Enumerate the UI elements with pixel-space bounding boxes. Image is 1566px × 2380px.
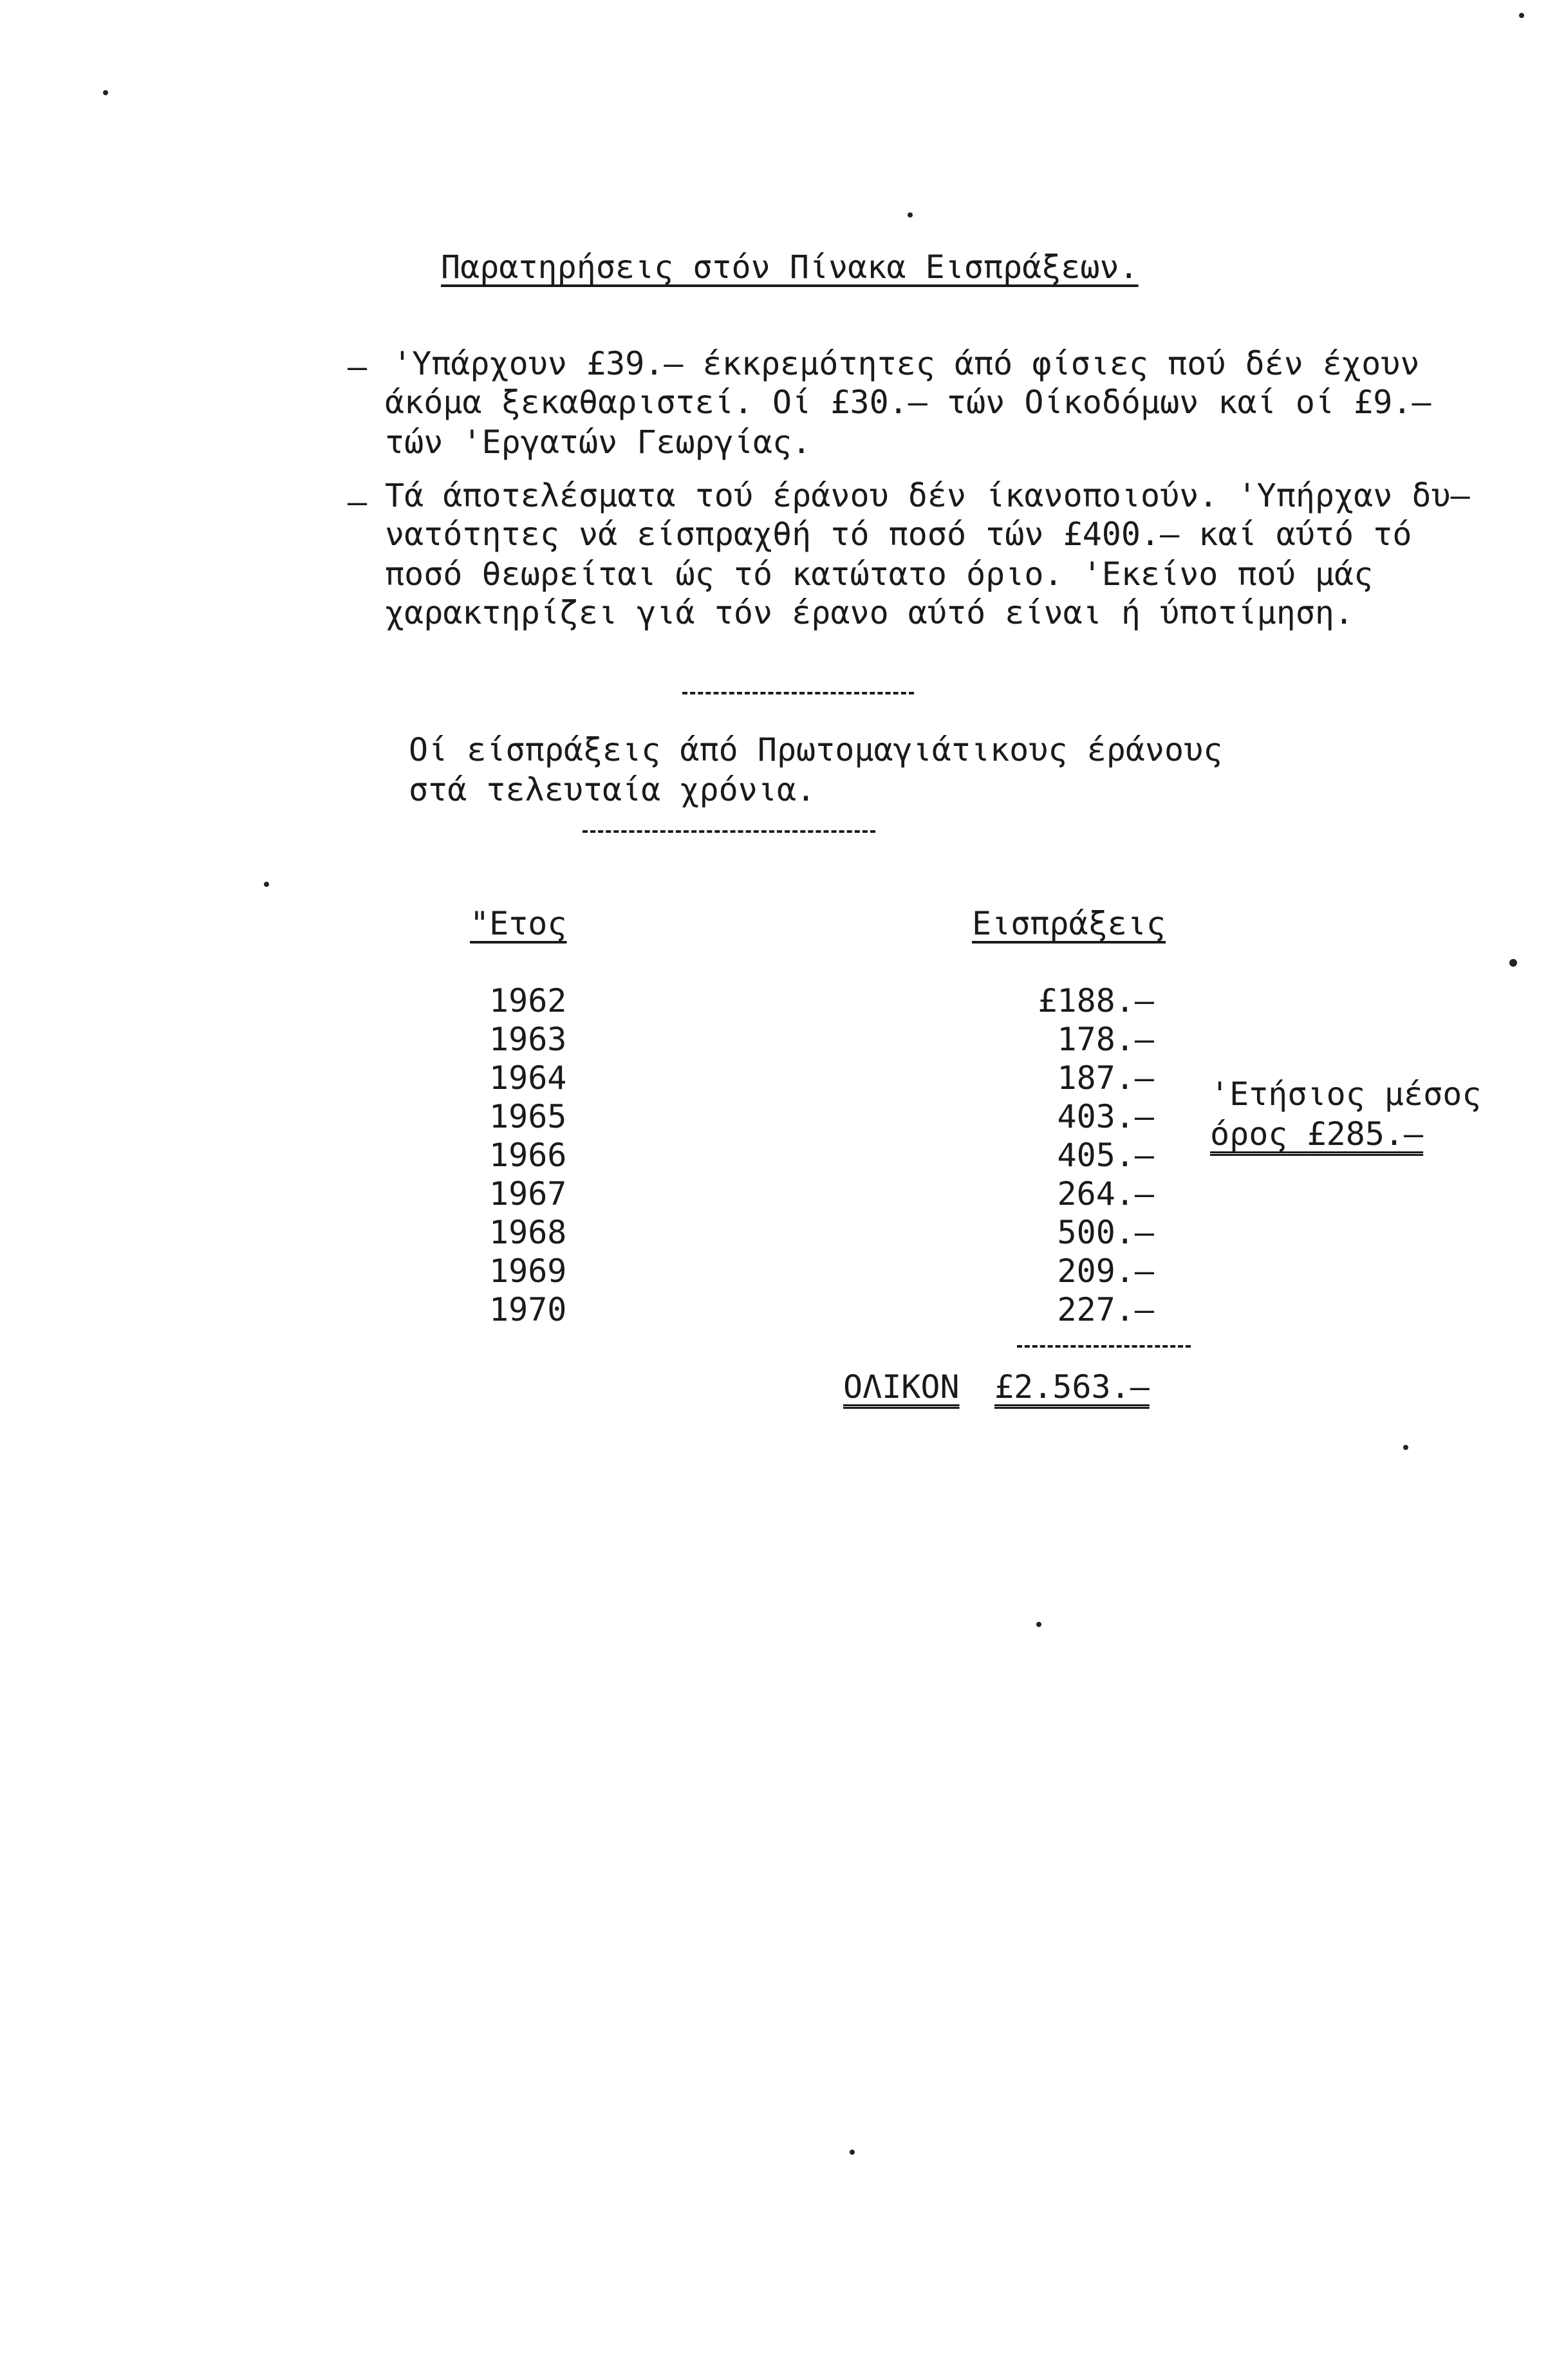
table-row-receipts: £188.– xyxy=(1038,982,1154,1019)
table-row-receipts: 178.– xyxy=(1057,1021,1154,1058)
note-1-line-3: τών 'Εργατών Γεωργίας. xyxy=(385,423,812,461)
scan-speck xyxy=(1519,13,1524,18)
table-row-year: 1967 xyxy=(489,1175,567,1213)
note-1-bullet: – xyxy=(348,348,368,386)
table-row-year: 1970 xyxy=(489,1291,567,1328)
note-2-line-3: ποσό θεωρείται ώς τό κατώτατο όριο. 'Εκείνο πού μάς xyxy=(385,555,1374,593)
annual-average-amount: £285.– xyxy=(1307,1115,1424,1153)
table-subtitle-line-1: Οί είσπράξεις άπό Πρωτομαγιάτικους έράνους xyxy=(409,731,1223,768)
scan-speck xyxy=(850,2150,855,2155)
total-value: £2.563.– xyxy=(994,1368,1150,1406)
table-row-year: 1969 xyxy=(489,1252,567,1290)
table-row-year: 1968 xyxy=(489,1214,567,1251)
note-1-line-2: άκόμα ξεκαθαριστεί. Οί £30.– τών Οίκοδόμων καί οί £9.– xyxy=(385,384,1431,421)
note-2-line-1: Τά άποτελέσματα τού έράνου δέν ίκανοποιούν. 'Υπήρχαν δυ– xyxy=(385,477,1470,514)
annual-average-label: 'Ετήσιος μέσος xyxy=(1210,1075,1482,1113)
table-row-receipts: 500.– xyxy=(1057,1214,1154,1251)
table-row-receipts: 209.– xyxy=(1057,1252,1154,1290)
note-1-line-1: 'Υπάρχουν £39.– έκκρεμότητες άπό φίσιες πού δέν έχουν xyxy=(393,345,1420,382)
scan-speck xyxy=(103,90,108,95)
table-row-year: 1963 xyxy=(489,1021,567,1058)
note-2-line-2: νατότητες νά είσπραχθή τό ποσό τών £400.– καί αύτό τό xyxy=(385,516,1412,553)
table-row-receipts: 187.– xyxy=(1057,1059,1154,1097)
note-2-bullet: – xyxy=(348,483,368,521)
year-column-header: "Ετος xyxy=(470,905,567,942)
total-label: ΟΛΙΚΟΝ xyxy=(843,1368,960,1406)
receipts-column-header: Εισπράξεις xyxy=(972,905,1166,942)
scan-speck xyxy=(1036,1622,1041,1627)
sum-rule xyxy=(1017,1345,1191,1348)
separator-rule-1 xyxy=(682,692,914,694)
table-row-receipts: 227.– xyxy=(1057,1291,1154,1328)
table-row-year: 1962 xyxy=(489,982,567,1019)
table-row-receipts: 403.– xyxy=(1057,1098,1154,1135)
scan-speck xyxy=(264,882,269,887)
scan-speck xyxy=(1509,959,1517,967)
note-2-line-4: χαρακτηρίζει γιά τόν έρανο αύτό είναι ή ύποτίμηση. xyxy=(385,594,1354,631)
year-column xyxy=(489,981,566,1329)
separator-rule-2 xyxy=(583,830,875,833)
annual-average-prefix: όρος xyxy=(1210,1115,1288,1153)
table-row-receipts: 264.– xyxy=(1057,1175,1154,1213)
scan-speck xyxy=(1403,1445,1408,1450)
table-row-receipts: 405.– xyxy=(1057,1137,1154,1174)
annual-average-value xyxy=(1210,1115,1423,1153)
table-row-year: 1964 xyxy=(489,1059,567,1097)
receipts-column xyxy=(1038,981,1154,1329)
page-title: Παρατηρήσεις στόν Πίνακα Εισπράξεων. xyxy=(441,248,1139,286)
table-row-year: 1965 xyxy=(489,1098,567,1135)
scan-speck xyxy=(908,212,913,218)
table-row-year: 1966 xyxy=(489,1137,567,1174)
table-subtitle-line-2: στά τελευταία χρόνια. xyxy=(409,771,816,808)
